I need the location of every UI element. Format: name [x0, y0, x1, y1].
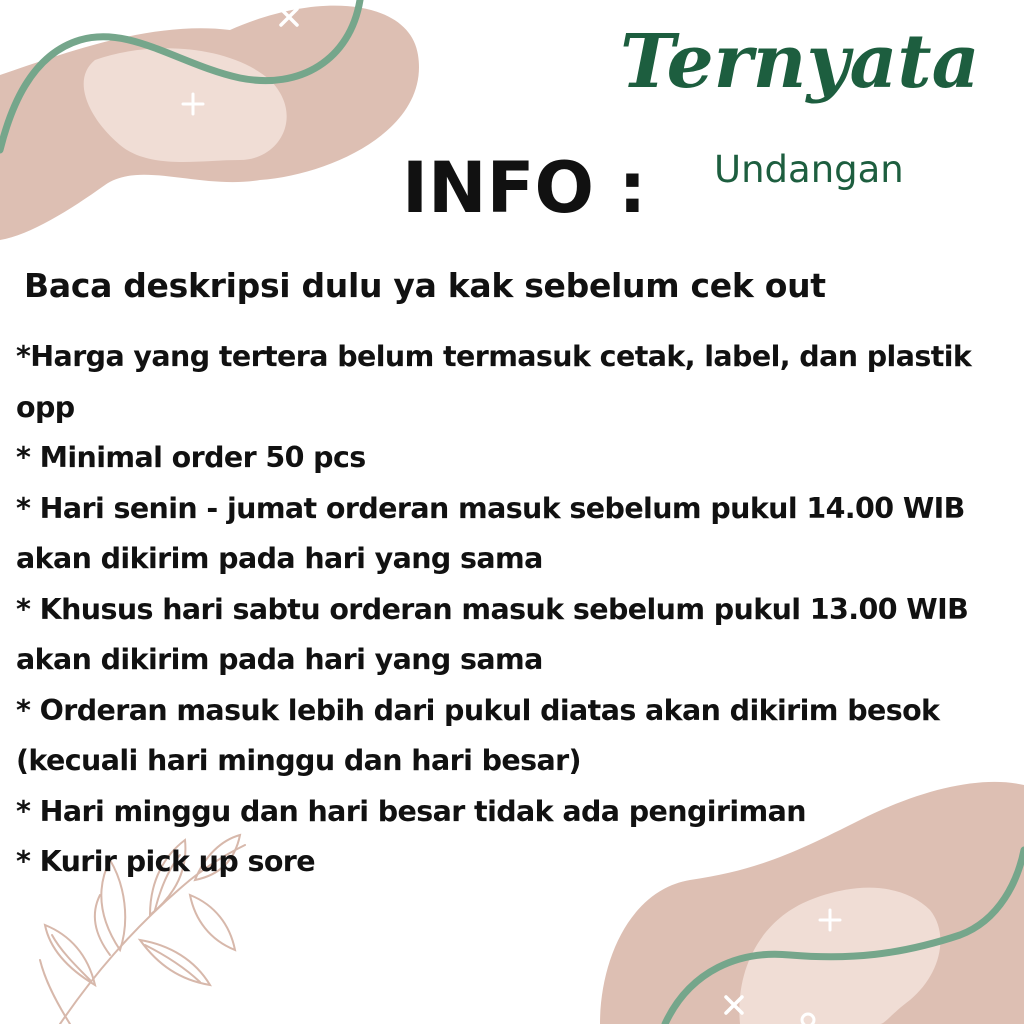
- note-item-courier-pickup: * Kurir pick up sore: [16, 845, 315, 878]
- brand-logo-title: Ternyata: [620, 19, 980, 105]
- note-item-no-shipping-holidays: * Hari minggu dan hari besar tidak ada pengiriman: [16, 794, 806, 828]
- circle-icon: [209, 0, 221, 11]
- info-heading: INFO :: [402, 147, 647, 229]
- note-item-weekday-cutoff: * Hari senin - jumat orderan masuk sebelum pukul 14.00 WIB akan dikirim pada hari yang sama: [16, 491, 965, 575]
- info-notes-list: [16, 332, 1020, 888]
- note-item-minimum-order: * Minimal order 50 pcs: [16, 441, 366, 474]
- intro-text: Baca deskripsi dulu ya kak sebelum cek out: [24, 266, 826, 305]
- brand-logo-subtitle: Undangan: [714, 148, 904, 191]
- note-item-price: *Harga yang tertera belum termasuk cetak, label, dan plastik opp: [16, 340, 972, 424]
- note-item-saturday-cutoff: * Khusus hari sabtu orderan masuk sebelum pukul 13.00 WIB akan dikirim pada hari yang sama: [16, 592, 969, 676]
- note-item-late-orders: * Orderan masuk lebih dari pukul diatas akan dikirim besok (kecuali hari minggu dan hari besar): [16, 693, 940, 777]
